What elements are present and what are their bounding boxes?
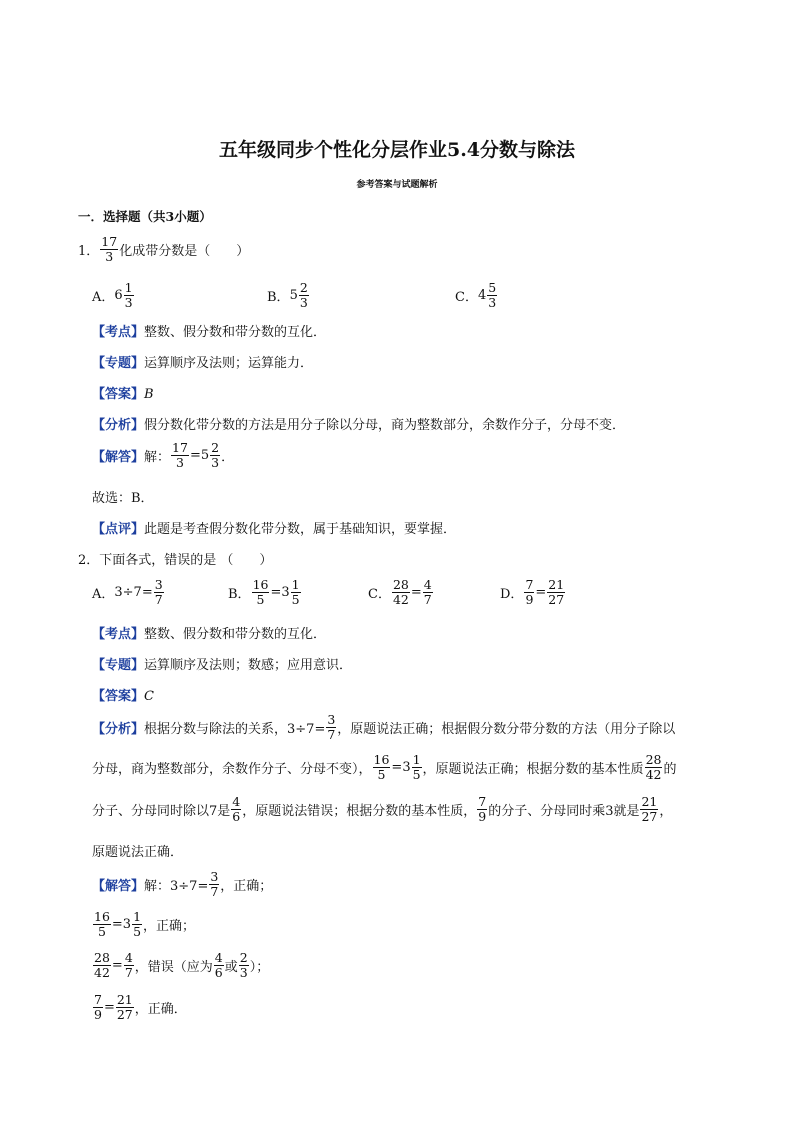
section-heading: 一．选择题（共3小题）: [78, 209, 212, 224]
answer-tag: 【答案】: [92, 387, 145, 402]
q2-zhuanti: 【专题】运算顺序及法则；数感；应用意识．: [92, 658, 353, 673]
q2-option-a: A． 3÷7= $\frac{3}{7}$: [92, 577, 163, 607]
q2-analysis-line2: 分母，商为整数部分，余数作分子、分母不变）， $\frac{16}{5}$ =3 $\frac{1}{5}$ ，原题说法正确；根据分数的基本性质 $\frac{28}{42}$ 的: [92, 752, 677, 782]
q1-zhuanti: 【专题】运算顺序及法则；运算能力．: [92, 356, 314, 371]
q2-option-c: C． $\frac{28}{42}$ = $\frac{4}{7}$: [368, 577, 432, 607]
q2-kaodian: 【考点】整数、假分数和带分数的互化．: [92, 627, 327, 642]
zhuanti-tag: 【专题】: [92, 356, 145, 371]
q1-option-b: B． 5 $\frac{2}{3}$: [267, 280, 308, 310]
q2-answer: 【答案】C: [92, 689, 154, 704]
q1-answer: 【答案】B: [92, 387, 154, 402]
q1-stem-text: 化成带分数是（ ）: [119, 243, 250, 259]
q2-option-b: B． $\frac{16}{5}$ =3 $\frac{1}{5}$: [228, 577, 300, 607]
q2-analysis-line1: 【分析】 根据分数与除法的关系，3÷7= $\frac{3}{7}$ ，原题说法正确；根据假分数分带分数的方法（用分子除以: [92, 712, 676, 742]
q1-option-a: A． 6 $\frac{1}{3}$: [92, 280, 133, 310]
q2-analysis-line4: 原题说法正确．: [92, 845, 184, 860]
q1-option-c: C． 4 $\frac{5}{3}$: [455, 280, 497, 310]
solution-tag: 【解答】: [92, 449, 145, 465]
q2-solution-line1: 【解答】 解：3÷7= $\frac{3}{7}$ ，正确；: [92, 869, 273, 899]
q1-number: 1．: [78, 243, 100, 259]
q1-choice: 故选：B．: [92, 491, 154, 506]
comment-tag: 【点评】: [92, 522, 145, 537]
q1-stem: [78, 235, 249, 264]
q1-solution: 【解答】 解： $\frac{17}{3}$ =5 $\frac{2}{3}$ ．: [92, 440, 235, 470]
page-title: 五年级同步个性化分层作业5.4分数与除法: [218, 139, 576, 161]
q1-comment: 【点评】此题是考查假分数化带分数，属于基础知识，要掌握．: [92, 522, 457, 537]
q1-analysis: 【分析】假分数化带分数的方法是用分子除以分母，商为整数部分，余数作分子，分母不变．: [92, 418, 626, 433]
q2-solution-line2: $\frac{16}{5}$ =3 $\frac{1}{5}$ ，正确；: [94, 909, 196, 939]
q2-analysis-line3: 分子、分母同时除以7是 $\frac{4}{6}$ ，原题说法错误；根据分数的基本性质， $\frac{7}{9}$ 的分子、分母同时乘3就是 $\frac{21}{27}$ ，: [92, 794, 673, 824]
analysis-tag: 【分析】: [92, 418, 145, 433]
q1-kaodian: 【考点】整数、假分数和带分数的互化．: [92, 325, 327, 340]
page-subtitle: 参考答案与试题解析: [356, 180, 438, 190]
q1-stem-fraction: $\frac{17}{3}$: [101, 234, 118, 264]
q2-solution-line4: $\frac{7}{9}$ = $\frac{21}{27}$ ，正确．: [94, 992, 187, 1022]
kaodian-tag: 【考点】: [92, 325, 145, 340]
q2-option-d: D． $\frac{7}{9}$ = $\frac{21}{27}$: [500, 577, 565, 607]
q2-stem: 2．下面各式，错误的是 （ ）: [78, 553, 273, 568]
q2-solution-line3: $\frac{28}{42}$ = $\frac{4}{7}$ ，错误（应为 $\frac{4}{6}$ 或 $\frac{2}{3}$ ）；: [94, 950, 270, 980]
